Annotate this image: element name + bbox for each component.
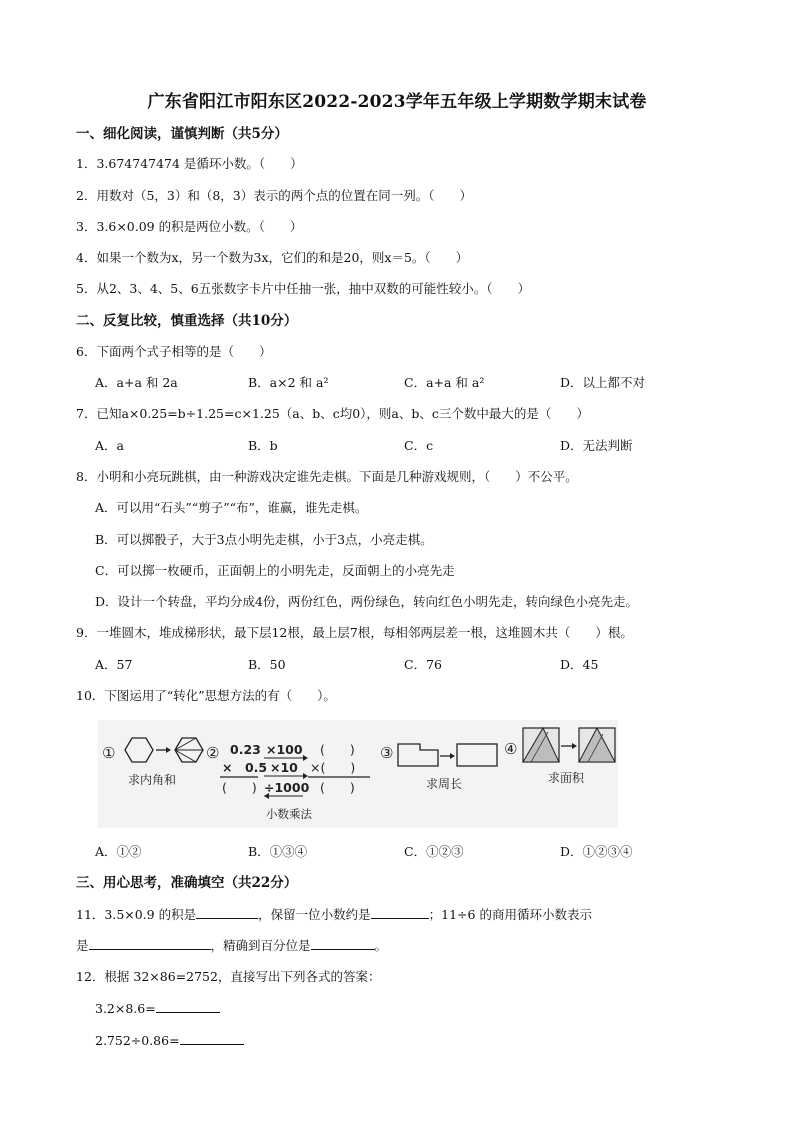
q8-option-d: D．设计一个转盘，平均分成4份，两份红色，两份绿色，转向红色小明先走，转向绿色小亮先走。: [95, 594, 638, 609]
svg-text:×10: ×10: [270, 760, 298, 775]
answer-blank[interactable]: [89, 935, 211, 950]
question-6: 6．下面两个式子相等的是（ ）: [76, 344, 272, 359]
question-2: 2．用数对（5，3）和（8，3）表示的两个点的位置在同一列。（ ）: [76, 188, 473, 203]
question-5: 5．从2、3、4、5、6五张数字卡片中任抽一张，抽中双数的可能性较小。（ ）: [76, 281, 530, 296]
page-title: 广东省阳江市阳东区2022-2023学年五年级上学期数学期末试卷: [147, 92, 647, 112]
question-4: 4．如果一个数为x，另一个数为3x，它们的和是20，则x＝5。（ ）: [76, 250, 469, 265]
q12-expression-a: 3.2×8.6=: [95, 1001, 156, 1016]
q9-option-a: A．57: [95, 657, 133, 672]
figure-number-3: ③: [380, 744, 394, 762]
q8-option-a: A．可以用“石头”“剪子”“布”，谁赢，谁先走棋。: [95, 500, 368, 515]
q7-option-a: A．a: [95, 438, 124, 453]
answer-blank[interactable]: [156, 998, 220, 1013]
q11-text-b: ，保留一位小数约是: [258, 907, 371, 922]
q7-option-d: D．无法判断: [560, 438, 633, 453]
q6-option-c: C．a+a 和 a²: [404, 375, 485, 390]
question-1: 1．3.674747474 是循环小数。（ ）: [76, 156, 303, 171]
answer-blank[interactable]: [196, 904, 258, 919]
question-9: 9．一堆圆木，堆成梯形状，最下层12根，最上层7根，每相邻两层差一根，这堆圆木共（ ）根。: [76, 625, 633, 640]
svg-text:( ): ( ): [320, 742, 355, 757]
section-heading-3: 三、用心思考，准确填空（共22分）: [76, 875, 298, 891]
q9-option-c: C．76: [404, 657, 442, 672]
question-11-line-2: [76, 935, 387, 956]
answer-blank[interactable]: [371, 904, 429, 919]
q8-option-b: B．可以掷骰子，大于3点小明先走棋，小于3点，小亮走棋。: [95, 532, 433, 547]
q11-text-e: ，精确到百分位是: [210, 938, 311, 953]
svg-text:÷1000: ÷1000: [264, 780, 310, 795]
answer-blank[interactable]: [311, 935, 375, 950]
svg-text:× 0.5: × 0.5: [222, 760, 268, 775]
section-heading-1: 一、细化阅读，谨慎判断（共5分）: [76, 126, 288, 142]
q6-option-a: A．a+a 和 2a: [95, 375, 178, 390]
question-10: 10．下图运用了“转化”思想方法的有（ ）。: [76, 688, 336, 703]
answer-blank[interactable]: [180, 1030, 244, 1045]
q11-text-c: ；11÷6 的商用循环小数表示: [428, 907, 592, 922]
question-7: 7．已知a×0.25=b÷1.25=c×1.25（a、b、c均0），则a、b、c三个数中最大的是（ ）: [76, 406, 589, 421]
q10-figure: [98, 720, 618, 828]
question-11-line-1: [76, 904, 592, 925]
figure-number-2: ②: [206, 744, 220, 762]
question-3: 3．3.6×0.09 的积是两位小数。（ ）: [76, 219, 303, 234]
q12-item-a: [95, 998, 220, 1019]
section-heading-2: 二、反复比较，慎重选择（共10分）: [76, 313, 298, 329]
q7-option-b: B．b: [248, 438, 278, 453]
q10-option-c: C．①②③: [404, 844, 464, 859]
question-8: 8．小明和小亮玩跳棋，由一种游戏决定谁先走棋。下面是几种游戏规则，（ ）不公平。: [76, 469, 578, 484]
svg-text:×( ): ×( ): [310, 760, 356, 775]
question-12: 12．根据 32×86=2752，直接写出下列各式的答案：: [76, 969, 381, 984]
q11-text-f: 。: [374, 938, 388, 953]
q11-text-d: 是: [76, 938, 89, 953]
figure-label-1: 求内角和: [128, 773, 177, 787]
figure-label-2: 小数乘法: [266, 807, 312, 821]
q9-option-b: B．50: [248, 657, 286, 672]
figure-number-4: ④: [504, 740, 518, 758]
q11-text-a: 11．3.5×0.9 的积是: [76, 907, 197, 922]
figure-label-4: 求面积: [548, 771, 585, 785]
q6-option-b: B．a×2 和 a²: [248, 375, 329, 390]
svg-text:0.23: 0.23: [230, 742, 261, 757]
svg-text:×100: ×100: [266, 742, 303, 757]
q12-item-b: [95, 1030, 244, 1051]
q12-expression-b: 2.752÷0.86=: [95, 1033, 180, 1048]
q8-option-c: C．可以掷一枚硬币，正面朝上的小明先走，反面朝上的小亮先走: [95, 563, 455, 578]
svg-text:( ): ( ): [320, 780, 355, 795]
figure-number-1: ①: [102, 744, 116, 762]
q10-option-d: D．①②③④: [560, 844, 633, 859]
svg-text:( ): ( ): [222, 780, 257, 795]
figure-label-3: 求周长: [426, 777, 463, 791]
q10-option-b: B．①③④: [248, 844, 308, 859]
q7-option-c: C．c: [404, 438, 434, 453]
q10-option-a: A．①②: [95, 844, 142, 859]
q9-option-d: D．45: [560, 657, 599, 672]
q6-option-d: D．以上都不对: [560, 375, 646, 390]
